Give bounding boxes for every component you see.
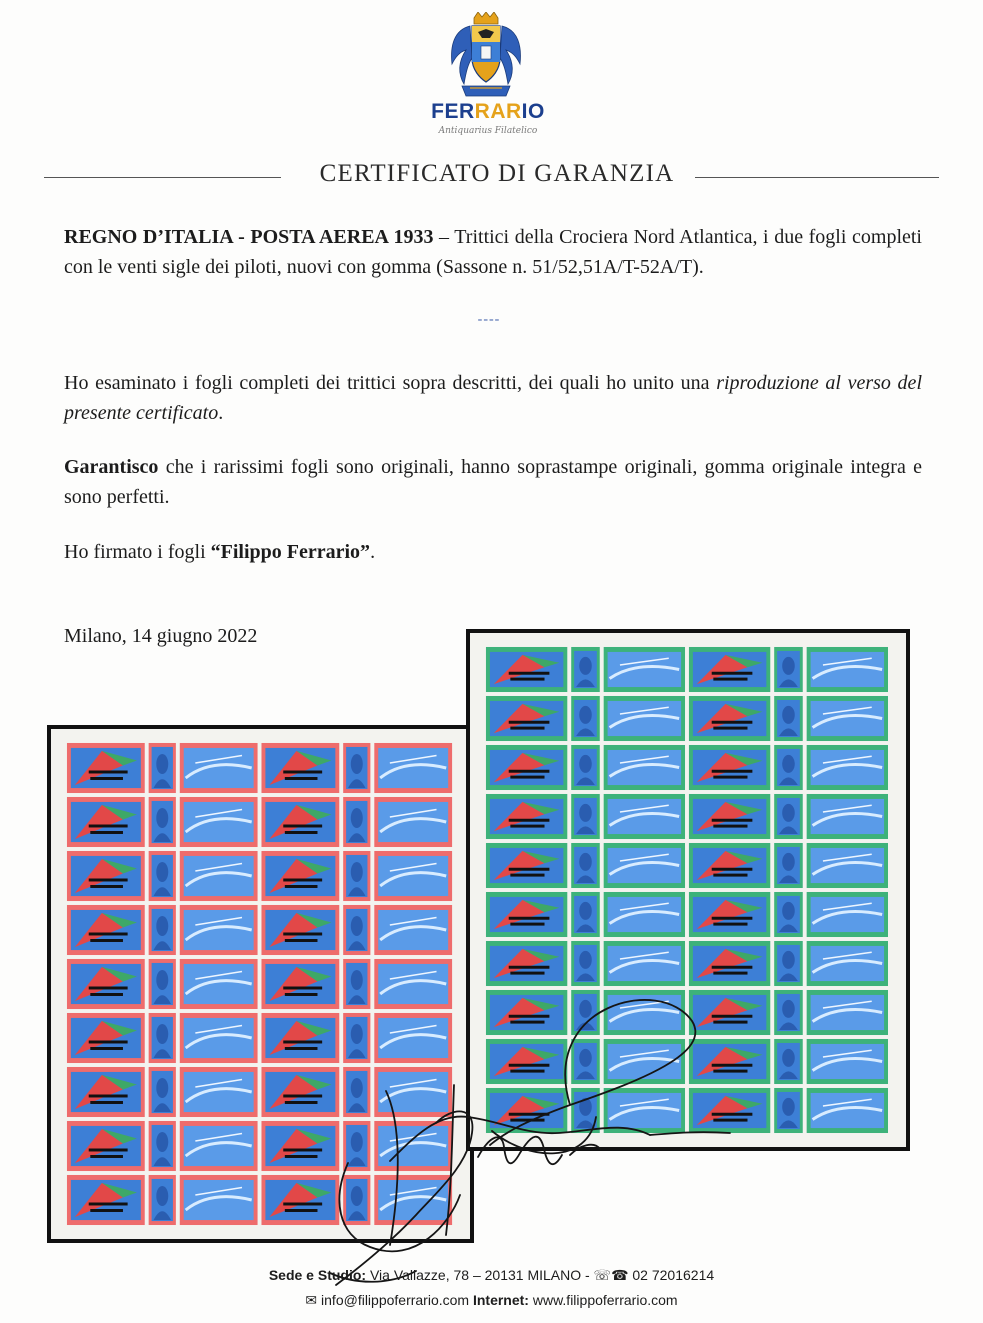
stamp-flag	[689, 941, 770, 986]
stamp-portrait	[571, 1088, 600, 1133]
stamp-flag	[67, 1121, 145, 1171]
item-description-heading: REGNO D’ITALIA - POSTA AEREA 1933	[64, 226, 434, 248]
stamp-portrait	[343, 743, 370, 793]
address-text: Via Vallazze, 78 – 20131 MILANO - ☏☎ 02 72016214	[366, 1267, 715, 1283]
stamp-flag	[486, 990, 567, 1035]
stamp-sky	[807, 647, 888, 692]
examination-text-2: .	[218, 402, 224, 424]
footer-contact-line	[0, 1292, 983, 1309]
stamp-sheet-right-drawing	[484, 645, 892, 1135]
stamp-sky	[807, 1039, 888, 1084]
signed-text-2: .	[370, 541, 376, 563]
stamp-flag	[689, 1039, 770, 1084]
stamp-flag	[67, 1013, 145, 1063]
stamp-flag	[67, 743, 145, 793]
stamp-sky	[374, 1067, 452, 1117]
stamp-portrait	[149, 1175, 176, 1225]
stamp-sky	[604, 892, 685, 937]
stamp-sky	[604, 745, 685, 790]
stamp-sky	[374, 905, 452, 955]
stamp-sky	[180, 959, 258, 1009]
stamp-portrait	[149, 905, 176, 955]
stamp-sheet-left-drawing	[65, 741, 456, 1227]
stamp-portrait	[149, 1121, 176, 1171]
brand-part-2: RAR	[474, 100, 522, 123]
stamp-portrait	[571, 745, 600, 790]
stamp-portrait	[774, 843, 803, 888]
internet-label: Internet:	[472, 1292, 529, 1308]
stamp-sky	[374, 797, 452, 847]
stamp-portrait	[571, 696, 600, 741]
stamp-sky	[807, 794, 888, 839]
stamp-portrait	[571, 843, 600, 888]
stamp-sky	[374, 1013, 452, 1063]
stamp-flag	[689, 892, 770, 937]
stamp-portrait	[149, 743, 176, 793]
stamp-portrait	[774, 647, 803, 692]
stamp-flag	[67, 1067, 145, 1117]
signed-text-1: Ho firmato i fogli	[64, 541, 211, 563]
stamp-sky	[807, 696, 888, 741]
separator-dashes: ----	[477, 312, 501, 327]
brand-part-3: IO	[521, 100, 545, 123]
stamp-flag	[486, 794, 567, 839]
stamp-portrait	[149, 1013, 176, 1063]
stamp-flag	[261, 1121, 339, 1171]
stamp-sheet-photo-right	[466, 629, 910, 1151]
stamp-portrait	[571, 794, 600, 839]
stamp-flag	[67, 797, 145, 847]
stamp-flag	[486, 647, 567, 692]
stamp-flag	[261, 1175, 339, 1225]
stamp-sheet-photo-left	[47, 725, 474, 1243]
stamp-portrait	[571, 647, 600, 692]
guarantee-statement	[64, 452, 922, 512]
item-description	[64, 222, 922, 282]
certificate-title-row	[44, 160, 939, 196]
stamp-flag	[689, 843, 770, 888]
stamp-sky	[604, 941, 685, 986]
stamp-flag	[689, 647, 770, 692]
stamp-flag	[486, 941, 567, 986]
stamp-sky	[604, 990, 685, 1035]
stamp-portrait	[571, 941, 600, 986]
stamp-sky	[604, 1039, 685, 1084]
item-description-text: – Trittici della Crociera Nord Atlantica, i due fogli completi con le venti sigle dei piloti, nuovi con gomma (Sassone n. 51/52,51A/T-52A/T).	[64, 226, 922, 278]
stamp-portrait	[149, 797, 176, 847]
envelope-icon: ✉	[305, 1292, 318, 1308]
stamp-portrait	[343, 959, 370, 1009]
stamp-portrait	[343, 797, 370, 847]
stamp-flag	[689, 745, 770, 790]
signer-name: “Filippo Ferrario”	[210, 541, 371, 563]
stamp-sky	[180, 1013, 258, 1063]
stamp-sky	[807, 990, 888, 1035]
stamp-sky	[807, 892, 888, 937]
stamp-portrait	[774, 745, 803, 790]
stamp-flag	[67, 959, 145, 1009]
stamp-sky	[374, 743, 452, 793]
examination-statement	[64, 368, 922, 428]
brand-part-1: FER	[431, 100, 475, 123]
stamp-flag	[67, 1175, 145, 1225]
stamp-flag	[261, 743, 339, 793]
address-label: Sede e Studio:	[268, 1267, 367, 1283]
stamp-portrait	[149, 1067, 176, 1117]
stamp-portrait	[343, 1121, 370, 1171]
stamp-flag	[689, 696, 770, 741]
stamp-flag	[486, 696, 567, 741]
stamp-flag	[261, 1013, 339, 1063]
title-divider-right	[695, 177, 939, 178]
stamp-sky	[180, 905, 258, 955]
stamp-flag	[689, 794, 770, 839]
stamp-flag	[261, 851, 339, 901]
stamp-sky	[180, 1121, 258, 1171]
stamp-portrait	[571, 1039, 600, 1084]
stamp-portrait	[571, 990, 600, 1035]
stamp-portrait	[343, 905, 370, 955]
stamp-portrait	[343, 1013, 370, 1063]
stamp-portrait	[774, 1039, 803, 1084]
stamp-portrait	[774, 892, 803, 937]
stamp-portrait	[774, 696, 803, 741]
stamp-portrait	[343, 1067, 370, 1117]
place-and-date: Milano, 14 giugno 2022	[64, 625, 258, 647]
stamp-sky	[180, 1067, 258, 1117]
stamp-sky	[604, 794, 685, 839]
brand-tagline: Antiquarius Filatelico	[438, 126, 538, 136]
stamp-grid-left	[65, 741, 456, 1227]
stamp-flag	[261, 959, 339, 1009]
stamp-flag	[486, 1039, 567, 1084]
stamp-flag	[486, 843, 567, 888]
stamp-flag	[486, 745, 567, 790]
stamp-sky	[374, 1121, 452, 1171]
website-link[interactable]: www.filippoferrario.com	[528, 1292, 678, 1308]
stamp-sky	[180, 743, 258, 793]
stamp-flag	[261, 1067, 339, 1117]
signed-statement	[64, 537, 922, 567]
stamp-flag	[67, 851, 145, 901]
examination-italic: riproduzione al verso del presente certificato	[64, 372, 922, 424]
stamp-flag	[486, 1088, 567, 1133]
stamp-sky	[807, 745, 888, 790]
stamp-portrait	[774, 990, 803, 1035]
stamp-portrait	[343, 1175, 370, 1225]
stamp-flag	[67, 905, 145, 955]
title-divider-left	[44, 177, 281, 178]
stamp-sky	[374, 851, 452, 901]
examination-text-1: Ho esaminato i fogli completi dei trittici sopra descritti, dei quali ho unito una	[64, 372, 717, 394]
certificate-title: CERTIFICATO DI GARANZIA	[319, 160, 675, 187]
stamp-portrait	[774, 941, 803, 986]
stamp-portrait	[571, 892, 600, 937]
guarantee-keyword: Garantisco	[64, 456, 159, 478]
stamp-sky	[604, 696, 685, 741]
stamp-sky	[180, 1175, 258, 1225]
stamp-sky	[374, 1175, 452, 1225]
stamp-sky	[604, 1088, 685, 1133]
stamp-portrait	[149, 959, 176, 1009]
stamp-sky	[807, 941, 888, 986]
stamp-flag	[689, 990, 770, 1035]
stamp-sky	[604, 843, 685, 888]
stamp-sky	[807, 1088, 888, 1133]
brand-wordmark	[398, 100, 578, 124]
footer-address-line	[0, 1267, 983, 1284]
stamp-flag	[261, 905, 339, 955]
stamp-portrait	[343, 851, 370, 901]
stamp-sky	[604, 647, 685, 692]
stamp-portrait	[149, 851, 176, 901]
stamp-flag	[261, 797, 339, 847]
stamp-sky	[807, 843, 888, 888]
stamp-grid-right	[484, 645, 892, 1135]
stamp-flag	[486, 892, 567, 937]
coat-of-arms-logo	[448, 12, 524, 102]
guarantee-text: che i rarissimi fogli sono originali, hanno soprastampe originali, gomma originale integra e sono perfetti.	[64, 456, 922, 508]
email-link[interactable]: info@filippoferrario.com	[321, 1292, 470, 1308]
stamp-sky	[180, 797, 258, 847]
stamp-sky	[374, 959, 452, 1009]
stamp-sky	[180, 851, 258, 901]
stamp-portrait	[774, 794, 803, 839]
stamp-portrait	[774, 1088, 803, 1133]
stamp-flag	[689, 1088, 770, 1133]
